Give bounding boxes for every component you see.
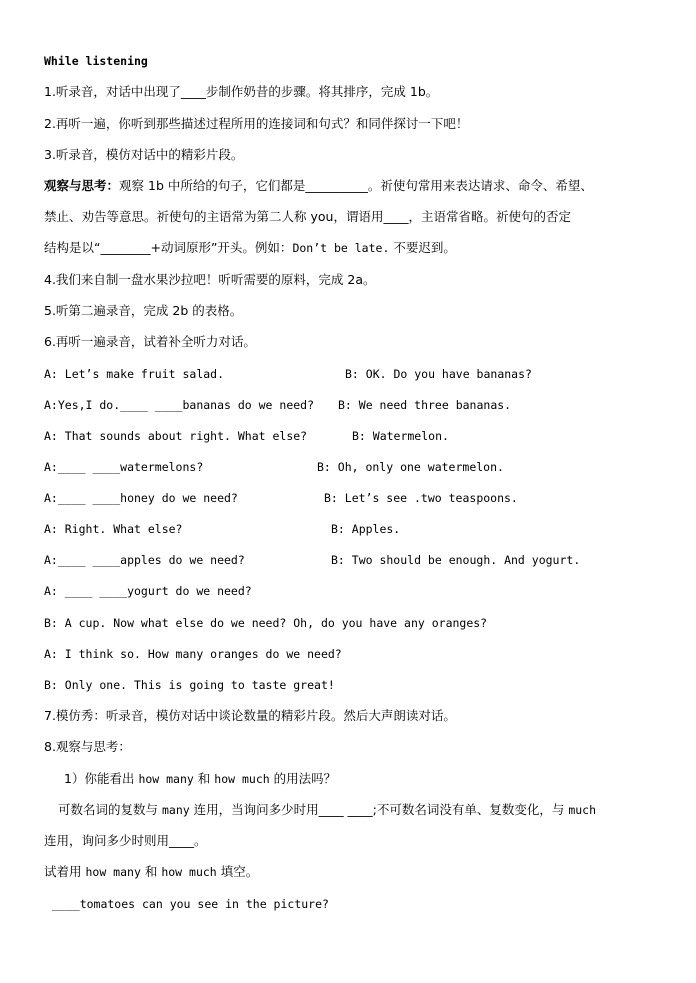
- exercise-line: ____tomatoes can you see in the picture?: [52, 897, 329, 911]
- observe-line-1: [44, 178, 593, 194]
- observe-text-3a: 结构是以“________+动词原形”开头。例如：: [44, 240, 293, 255]
- dialogue-line-10: A: I think so. How many oranges do we need?: [44, 647, 342, 661]
- rule-text-a: 可数名词的复数与: [58, 802, 162, 817]
- try-how-many: how many: [85, 865, 141, 879]
- q1-how-much: how much: [214, 772, 270, 786]
- dialogue-a-6: A: Right. What else?: [44, 522, 183, 536]
- dialogue-a-1: A: Let’s make fruit salad.: [44, 367, 225, 381]
- step-8: 8.观察与思考：: [44, 739, 131, 754]
- step-6: 6.再听一遍录音，试着补全听力对话。: [44, 334, 256, 349]
- observe-label: 观察与思考：: [44, 178, 120, 193]
- q1-text-c: 和: [193, 771, 215, 786]
- dialogue-b-2: B: We need three bananas.: [338, 398, 512, 412]
- rule-line-1: [58, 802, 596, 818]
- step-2: 2.再听一遍，你听到那些描述过程所用的连接词和句式？和同伴探讨一下吧！: [44, 116, 469, 131]
- rule-line-2: 连用，询问多少时则用____。: [44, 833, 207, 848]
- dialogue-b-4: B: Oh, only one watermelon.: [317, 460, 504, 474]
- dialogue-a-5: A:____ ____honey do we need?: [44, 491, 238, 505]
- rule-much: much: [568, 803, 597, 817]
- dialogue-a-2: A:Yes,I do.____ ____bananas do we need?: [44, 398, 315, 412]
- dialogue-line-11: B: Only one. This is going to taste great!: [44, 678, 335, 692]
- try-text-c: 和: [140, 864, 162, 879]
- dialogue-b-1: B: OK. Do you have bananas?: [345, 367, 532, 381]
- dialogue-a-8: A: ____ ____yogurt do we need?: [44, 584, 252, 598]
- dialogue-b-6: B: Apples.: [331, 522, 401, 536]
- step-4: 4.我们来自制一盘水果沙拉吧！听听需要的原料，完成 2a。: [44, 272, 376, 287]
- q1-text-e: 的用法吗？: [269, 771, 337, 786]
- example-translation: 不要迟到。: [389, 240, 456, 255]
- step-7: 7.模仿秀：听录音，模仿对话中谈论数量的精彩片段。然后大声朗读对话。: [44, 708, 456, 723]
- dialogue-a-7: A:____ ____apples do we need?: [44, 553, 245, 567]
- try-how-much: how much: [161, 865, 217, 879]
- try-text-e: 填空。: [216, 864, 259, 879]
- example-sentence: Don’t be late.: [292, 241, 390, 255]
- dialogue-line-9: B: A cup. Now what else do we need? Oh, do you have any oranges?: [44, 616, 488, 630]
- q1-how-many: how many: [138, 772, 194, 786]
- dialogue-b-7: B: Two should be enough. And yogurt.: [331, 553, 581, 567]
- try-text-a: 试着用: [44, 864, 86, 879]
- observe-text-1: 观察 1b 中所给的句子，它们都是__________。祈使句常用来表达请求、命令、希望、: [119, 178, 593, 193]
- dialogue-b-3: B: Watermelon.: [352, 429, 449, 443]
- q1-text-a: 1）你能看出: [64, 771, 139, 786]
- step-1: 1.听录音，对话中出现了____步制作奶昔的步骤。将其排序，完成 1b。: [44, 84, 439, 99]
- try-instruction: [44, 864, 258, 880]
- question-1: [64, 771, 336, 787]
- step-5: 5.听第二遍录音，完成 2b 的表格。: [44, 303, 243, 318]
- dialogue-a-3: A: That sounds about right. What else?: [44, 429, 308, 443]
- rule-many: many: [161, 803, 190, 817]
- rule-text-c: 连用，当询问多少时用____ ____;不可数名词没有单、复数变化，与: [189, 802, 569, 817]
- dialogue-a-4: A:____ ____watermelons?: [44, 460, 204, 474]
- observe-line-2: 禁止、劝告等意思。祈使句的主语常为第二人称 you，谓语用____，主语常省略。祈使句的否定: [44, 209, 571, 224]
- observe-line-3: [44, 240, 456, 256]
- dialogue-b-5: B: Let’s see .two teaspoons.: [324, 491, 518, 505]
- step-3: 3.听录音，模仿对话中的精彩片段。: [44, 147, 244, 162]
- section-title: While listening: [44, 54, 148, 68]
